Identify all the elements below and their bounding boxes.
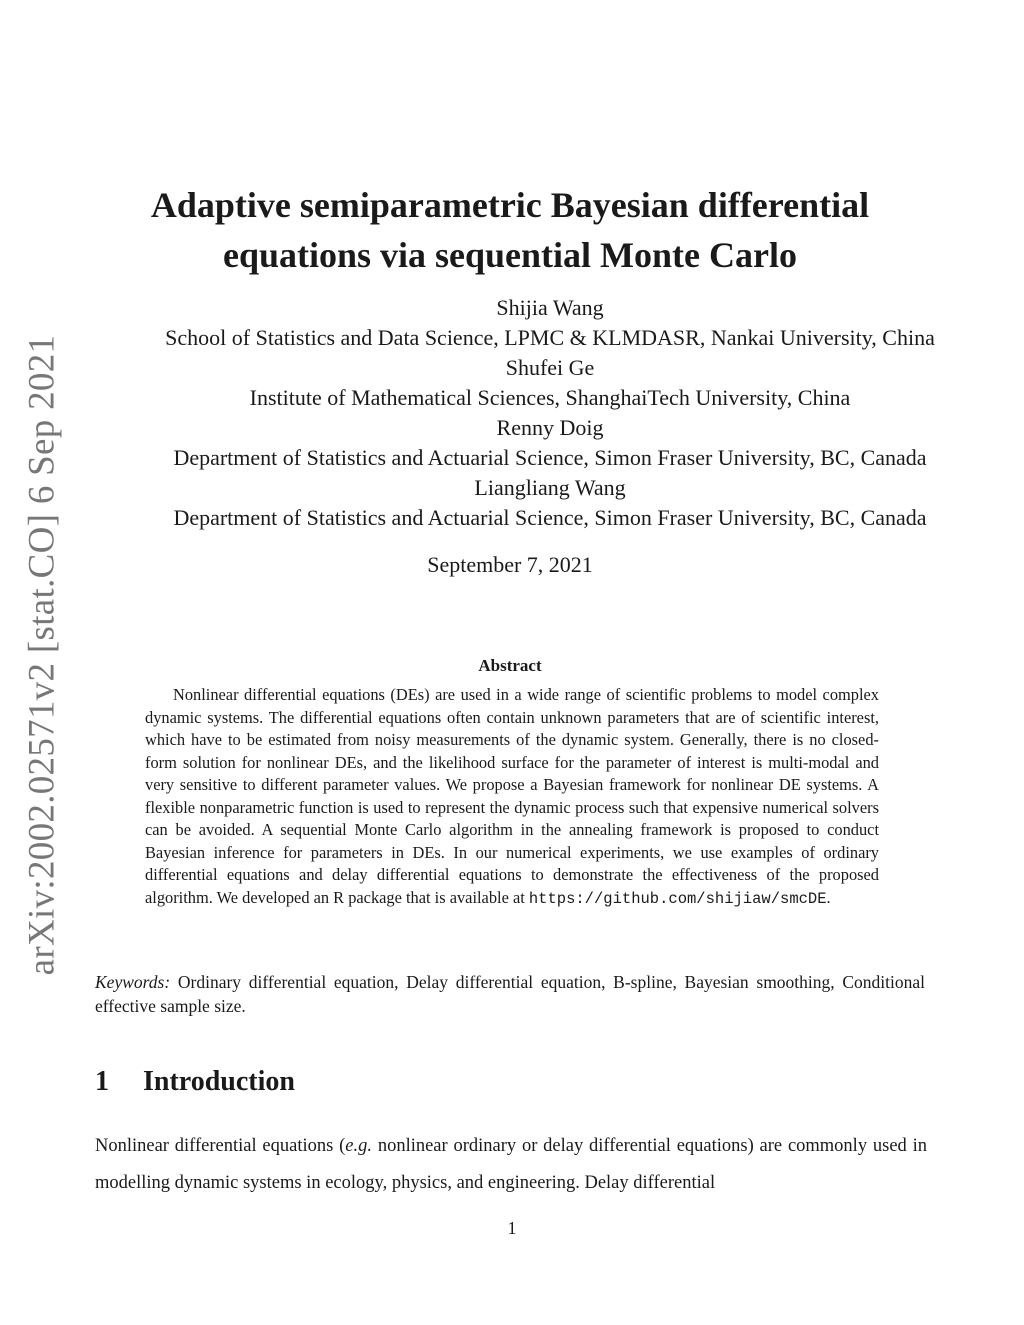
author-affiliation: Department of Statistics and Actuarial Science, Simon Fraser University, BC, Canada <box>173 445 927 470</box>
abstract-heading: Abstract <box>478 656 542 675</box>
section-number: 1 <box>95 1066 109 1097</box>
author-block <box>90 293 1010 533</box>
page-number: 1 <box>507 1218 517 1238</box>
title-line-2: equations via sequential Monte Carlo <box>222 235 797 275</box>
author-name: Shufei Ge <box>505 355 595 380</box>
author-affiliation: Department of Statistics and Actuarial Science, Simon Fraser University, BC, Canada <box>173 505 927 530</box>
intro-text-1: Nonlinear differential equations ( <box>95 1136 346 1156</box>
intro-paragraph <box>95 1128 927 1202</box>
keywords-label: Keywords: <box>95 972 171 992</box>
section-title: Introduction <box>143 1066 295 1097</box>
abstract-text <box>145 684 879 910</box>
abstract-body-text: Nonlinear differential equations (DEs) are used in a wide range of scientific problems to model complex dynamic systems. The differential equations often contain unknown parameters that are of scientific interest, which have to be estimated from noisy measurements of the dynamic system. Generally, there is no closed-form solution for nonlinear DEs, and the likelihood surface for the parameter of interest is multi-modal and very sensitive to different parameter values. We propose a Bayesian framework for nonlinear DE systems. A flexible nonparametric function is used to represent the dynamic process such that expensive numerical solvers can be avoided. A sequential Monte Carlo algorithm in the annealing framework is proposed to conduct Bayesian inference for parameters in DEs. In our numerical experiments, we use examples of ordinary differential equations and delay differential equations to demonstrate the effectiveness of the proposed algorithm. We developed an R package that is available at <box>145 685 879 907</box>
author-name: Renny Doig <box>496 415 604 440</box>
paper-title <box>100 180 920 280</box>
intro-text-2: nonlinear ordinary or delay differential equations) are commonly used in modelling dynamic systems in ecology, physics, and engineering. Delay differential <box>95 1136 927 1193</box>
publication-date: September 7, 2021 <box>427 552 593 577</box>
arxiv-stamp: arXiv:2002.02571v2 [stat.CO] 6 Sep 2021 <box>21 334 63 976</box>
intro-eg: e.g. <box>345 1136 373 1156</box>
keywords-text: Ordinary differential equation, Delay differential equation, B-spline, Bayesian smoothing, Conditional effective sample size. <box>95 972 925 1016</box>
author-affiliation: Institute of Mathematical Sciences, ShanghaiTech University, China <box>249 385 851 410</box>
author-name: Shijia Wang <box>496 295 604 320</box>
author-name: Liangliang Wang <box>474 475 626 500</box>
keywords <box>95 970 925 1018</box>
abstract-end: . <box>826 887 831 907</box>
title-line-1: Adaptive semiparametric Bayesian differential <box>150 185 870 225</box>
author-affiliation: School of Statistics and Data Science, LPMC & KLMDASR, Nankai University, China <box>165 325 935 350</box>
section-heading <box>95 1066 295 1098</box>
package-url-link[interactable]: https://github.com/shijiaw/smcDE <box>528 889 827 908</box>
